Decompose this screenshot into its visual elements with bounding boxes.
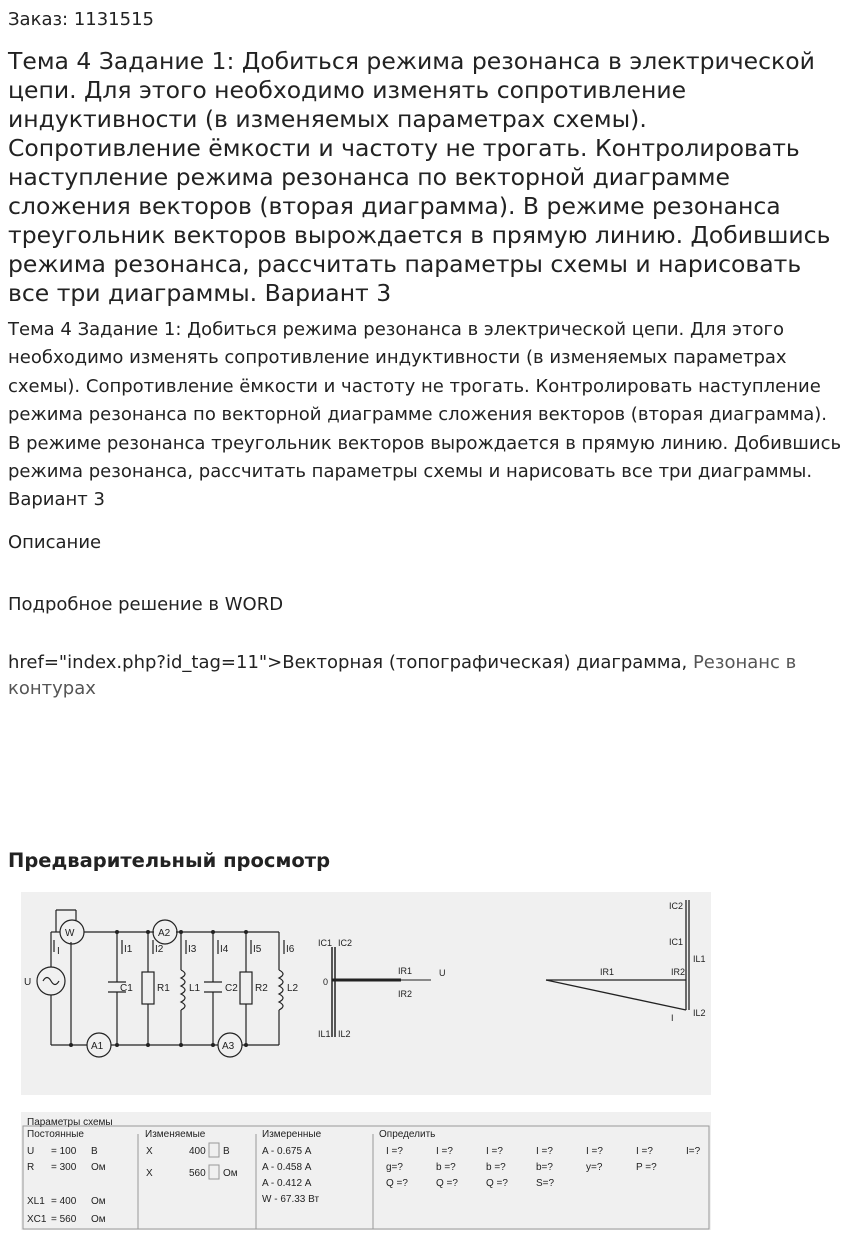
meter-a1-label: A1 <box>91 1041 104 1052</box>
current-label: I3 <box>188 944 197 955</box>
const-unit: Ом <box>91 1214 106 1225</box>
meas-value: A - 0.675 А <box>262 1146 312 1157</box>
meter-a3-label: A3 <box>222 1041 235 1052</box>
v2-ic1: IC1 <box>669 937 684 947</box>
var-input[interactable]: 560 <box>189 1168 206 1179</box>
v1-il1: IL1 <box>318 1029 331 1039</box>
determine-cell: I =? <box>636 1146 653 1157</box>
source-label: U <box>24 977 32 988</box>
preview-circuit-image <box>21 892 711 1095</box>
var-input[interactable]: 400 <box>189 1146 206 1157</box>
current-label: I5 <box>253 944 262 955</box>
circuit-diagram <box>21 892 711 1095</box>
v1-ir1: IR1 <box>398 966 413 976</box>
const-name: R <box>27 1162 35 1173</box>
task-text: Тема 4 Задание 1: Добиться режима резонанса в электрической цепи. Для этого необходимо изменять сопротивление индуктивности (в изменяемых параметрах схемы). Сопротивление ёмкости и частоту не трогать. Контролировать наступление режима резонанса по векторной диаграмме сложения векторов (вторая диаграмма). В режиме резонанса треугольник векторов вырождается в прямую линию. Добившись режима резонанса, рассчитать параметры схемы и нарисовать все три диаграммы. Вариант 3 <box>8 319 842 511</box>
v2-il1: IL1 <box>693 954 706 964</box>
order-number: Заказ: 1131515 <box>8 9 154 30</box>
determine-cell: I=? <box>686 1146 701 1157</box>
const-unit: Ом <box>91 1196 106 1207</box>
determine-cell: P =? <box>636 1162 657 1173</box>
var-unit: Ом <box>223 1168 238 1179</box>
v1-ic1: IC1 <box>318 938 333 948</box>
const-unit: Ом <box>91 1162 106 1173</box>
v1-u: U <box>439 968 446 978</box>
v2-il2: IL2 <box>693 1008 706 1018</box>
const-name: XC1 <box>27 1214 47 1225</box>
word-solution-note: Подробное решение в WORD <box>8 594 284 615</box>
determine-cell: S=? <box>536 1178 555 1189</box>
element-label: C2 <box>225 983 238 994</box>
tag-link-resonance[interactable]: Резонанс в контурах <box>8 652 797 699</box>
vector-diagram-2 <box>546 900 689 1010</box>
element-label: R1 <box>157 983 170 994</box>
var-title: Изменяемые <box>145 1129 206 1140</box>
const-name: U <box>27 1146 35 1157</box>
v1-il2: IL2 <box>338 1029 351 1039</box>
determine-cell: b =? <box>486 1162 506 1173</box>
v1-zero: 0 <box>323 977 329 987</box>
element-label: R2 <box>255 983 268 994</box>
v1-ir2: IR2 <box>398 989 413 999</box>
const-title: Постоянные <box>27 1129 84 1140</box>
v2-ir2: IR2 <box>671 967 686 977</box>
det-title: Определить <box>379 1129 436 1140</box>
tags-prefix: href="index.php?id_tag=11">Векторная (топографическая) диаграмма, <box>8 652 693 673</box>
current-label: I4 <box>220 944 229 955</box>
params-panel <box>21 1112 711 1230</box>
tags-line <box>8 650 844 702</box>
meas-title: Измеренные <box>262 1129 322 1140</box>
page-title: Тема 4 Задание 1: Добиться режима резонанса в электрической цепи. Для этого необходимо изменять сопротивление индуктивности (в изменяемых параметрах схемы). Сопротивление ёмкости и частоту не трогать. Контролировать наступление режима резонанса по векторной диаграмме сложения векторов (вторая диаграмма). В режиме резонанса треугольник векторов вырождается в прямую линию. Добившись режима резонанса, рассчитать параметры схемы и нарисовать все три диаграммы. Вариант 3 <box>8 47 831 307</box>
determine-cell: y=? <box>586 1162 603 1173</box>
determine-cell: Q =? <box>386 1178 408 1189</box>
v2-ir1: IR1 <box>600 967 615 977</box>
determine-cell: g=? <box>386 1162 403 1173</box>
preview-params-image <box>21 1112 711 1230</box>
var-unit: В <box>223 1146 230 1157</box>
element-label: L2 <box>287 983 299 994</box>
v1-ic2: IC2 <box>338 938 353 948</box>
v2-i: I <box>671 1013 674 1023</box>
const-unit: В <box>91 1146 98 1157</box>
determine-cell: I =? <box>536 1146 553 1157</box>
determine-cell: b =? <box>436 1162 456 1173</box>
preview-heading: Предварительный просмотр <box>8 849 331 872</box>
current-label: I <box>57 946 60 957</box>
determine-cell: I =? <box>586 1146 603 1157</box>
determine-cell: b=? <box>536 1162 553 1173</box>
meas-value: A - 0.458 А <box>262 1162 312 1173</box>
const-val: = 400 <box>51 1196 77 1207</box>
params-title: Параметры схемы <box>27 1117 113 1128</box>
current-label: I6 <box>286 944 295 955</box>
element-label: C1 <box>120 983 133 994</box>
const-name: XL1 <box>27 1196 45 1207</box>
const-val: = 100 <box>51 1146 77 1157</box>
current-label: I2 <box>155 944 164 955</box>
var-name: X <box>146 1168 153 1179</box>
description-label: Описание <box>8 532 102 553</box>
determine-cell: Q =? <box>486 1178 508 1189</box>
const-val: = 300 <box>51 1162 77 1173</box>
meter-w-label: W <box>65 928 75 939</box>
determine-cell: Q =? <box>436 1178 458 1189</box>
meas-value: A - 0.412 А <box>262 1178 312 1189</box>
determine-cell: I =? <box>386 1146 403 1157</box>
var-name: X <box>146 1146 153 1157</box>
const-val: = 560 <box>51 1214 77 1225</box>
meter-a2-label: A2 <box>158 928 171 939</box>
element-label: L1 <box>189 983 201 994</box>
current-label: I1 <box>124 944 133 955</box>
v2-ic2: IC2 <box>669 901 684 911</box>
determine-cell: I =? <box>436 1146 453 1157</box>
determine-cell: I =? <box>486 1146 503 1157</box>
vector-diagram-1 <box>332 947 431 1037</box>
meas-value: W - 67.33 Вт <box>262 1194 320 1205</box>
